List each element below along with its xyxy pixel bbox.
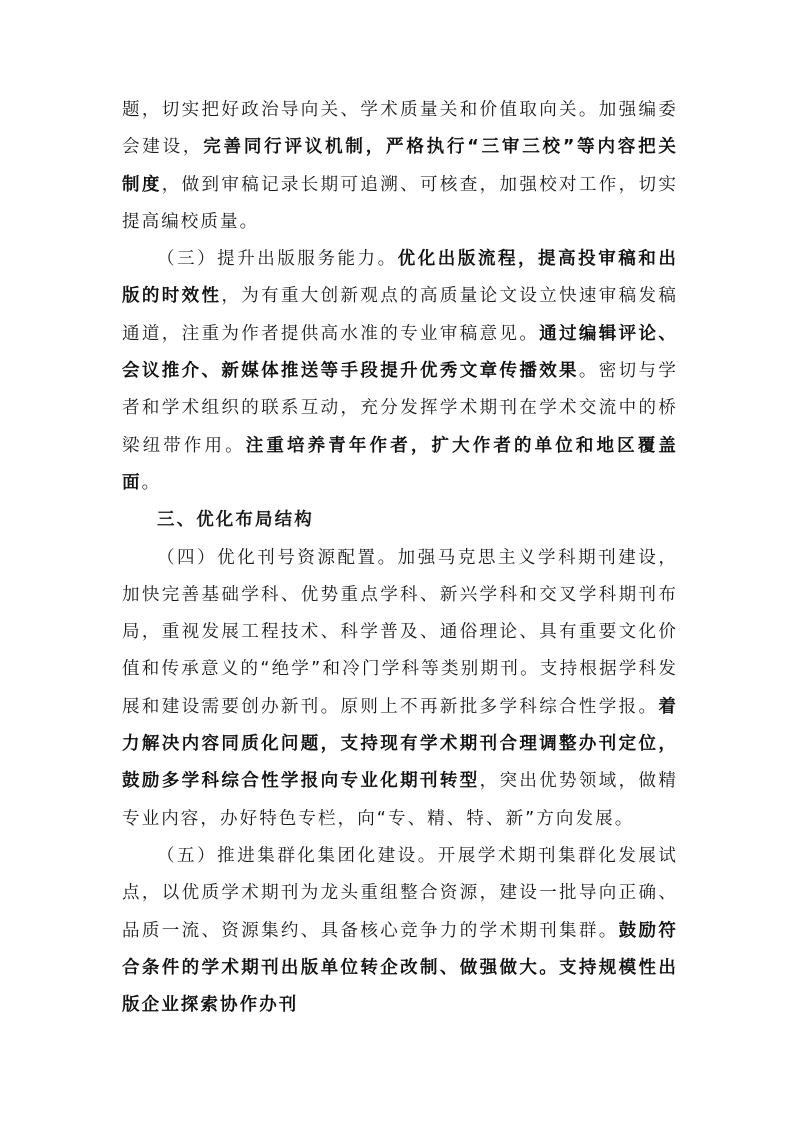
paragraph-4 [122,838,678,1024]
text-run: （四）优化刊号资源配置。加强马克思主义学科期刊建设，加快完善基础学科、优势重点学科、新兴学科和交叉学科期刊布局，重视发展工程技术、科学普及、通俗理论、具有重要文化价值和传承意义的“绝学”和冷门学科等类别期刊。支持根据学科发展和建设需要创办新刊。原则上不再新批多学科综合性学报。 [122,547,678,717]
paragraph-3 [122,540,678,838]
section-heading [122,502,678,539]
paragraph-1 [122,92,678,241]
heading-text: 三、优化布局结构 [157,510,314,531]
bold-text-run: 着力解决内容同质化问题，支持现有学术期刊合理调整办刊定位，鼓励多学科综合性学报向专业化期刊转型 [122,696,678,792]
text-run: 。密切与学者和学术组织的联系互动，充分发挥学术期刊在学术交流中的桥梁纽带作用。 [122,361,678,456]
text-run: ，突出优势领域，做精专业内容，办好特色专栏，向“专、精、特、新”方向发展。 [122,771,678,829]
bold-text-run: 注重培养青年作者，扩大作者的单位和地区覆盖面 [122,435,678,493]
paragraph-2 [122,241,678,502]
bold-text-run: 完善同行评议机制，严格执行“三审三校”等内容把关制度 [122,137,678,195]
text-run: 。 [141,472,162,493]
bold-text-run: 通过编辑评论、会议推介、新媒体推送等手段提升优秀文章传播效果 [122,323,679,382]
text-run: （五）推进集群化集团化建设。开展学术期刊集群化发展试点，以优质学术期刊为龙头重组整合资源，建设一批导向正确、品质一流、资源集约、具备核心竞争力的学术期刊集群。 [122,845,678,941]
bold-text-run: 鼓励符合条件的学术期刊出版单位转企改制、做强做大。支持规模性出版企业探索协作办刊 [122,920,678,1016]
text-run: ，为有重大创新观点的高质量论文设立快速审稿发稿通道，注重为作者提供高水准的专业审稿意见。 [122,286,678,344]
text-run: 题，切实把好政治导向关、学术质量关和价值取向关。加强编委会建设， [122,100,678,158]
text-run: ，做到审稿记录长期可追溯、可核查，加强校对工作，切实提高编校质量。 [122,174,678,232]
text-run: （三）提升出版服务能力。 [157,249,398,270]
bold-text-run: 优化出版流程，提高投审稿和出版的时效性 [122,249,678,307]
